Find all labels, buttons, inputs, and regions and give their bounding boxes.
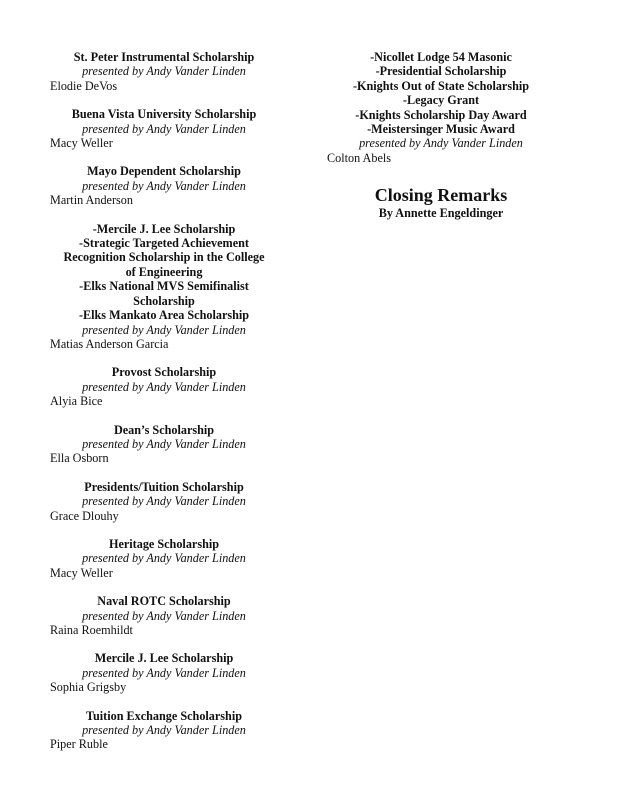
scholarship-entry (50, 709, 290, 752)
scholarship-title: Recognition Scholarship in the College (63, 250, 265, 265)
presenter-line: presented by Andy Vander Linden (82, 494, 246, 509)
presenter-line: presented by Andy Vander Linden (82, 551, 246, 566)
recipient-name: Martin Anderson (50, 193, 133, 208)
scholarship-entry (50, 50, 290, 93)
recipient-name: Macy Weller (50, 136, 113, 151)
scholarship-title: -Strategic Targeted Achievement (79, 236, 249, 251)
recipient-name: Elodie DeVos (50, 78, 118, 93)
scholarship-entry (50, 651, 290, 694)
right-column (327, 50, 567, 221)
recipient-name: Piper Ruble (50, 737, 108, 752)
recipient-name: Alyia Bice (50, 394, 103, 409)
scholarship-title: -Meistersinger Music Award (367, 122, 515, 137)
scholarship-title: -Mercile J. Lee Scholarship (92, 221, 236, 236)
closing-remarks (327, 185, 555, 220)
scholarship-title: Provost Scholarship (111, 365, 217, 380)
recipient-name: Matias Anderson Garcia (50, 336, 169, 351)
presenter-line: presented by Andy Vander Linden (82, 322, 246, 337)
scholarship-entry (50, 222, 290, 352)
recipient-name: Grace Dlouhy (50, 508, 119, 523)
left-column (50, 50, 290, 752)
presenter-line: presented by Andy Vander Linden (82, 379, 246, 394)
scholarship-title: Naval ROTC Scholarship (97, 594, 231, 609)
scholarship-entry (50, 537, 290, 580)
scholarship-entry (50, 480, 290, 523)
scholarship-title: Mayo Dependent Scholarship (87, 164, 241, 179)
scholarship-entry (50, 107, 290, 150)
recipient-name: Macy Weller (50, 565, 113, 580)
scholarship-title: Mercile J. Lee Scholarship (94, 651, 234, 666)
scholarship-title: -Legacy Grant (402, 93, 480, 108)
scholarship-title: Scholarship (133, 293, 195, 308)
presenter-line: presented by Andy Vander Linden (359, 136, 523, 151)
scholarship-entry (50, 423, 290, 466)
scholarship-title: -Knights Scholarship Day Award (355, 107, 527, 122)
scholarship-title: -Presidential Scholarship (375, 64, 507, 79)
scholarship-entry (50, 164, 290, 207)
scholarship-title: -Nicollet Lodge 54 Masonic (370, 50, 512, 64)
scholarship-title: Tuition Exchange Scholarship (85, 708, 242, 723)
presenter-line: presented by Andy Vander Linden (82, 178, 246, 193)
recipient-name: Raina Roemhildt (50, 623, 133, 637)
presenter-line: presented by Andy Vander Linden (82, 121, 246, 136)
scholarship-title: -Knights Out of State Scholarship (352, 78, 530, 93)
presenter-line: presented by Andy Vander Linden (82, 723, 246, 738)
scholarship-title: -Elks Mankato Area Scholarship (78, 308, 250, 323)
scholarship-title: Dean’s Scholarship (113, 422, 215, 437)
presenter-line: presented by Andy Vander Linden (82, 436, 246, 451)
recipient-name: Sophia Grigsby (50, 680, 127, 695)
scholarship-title: St. Peter Instrumental Scholarship (73, 50, 255, 64)
closing-remarks-speaker: By Annette Engeldinger (378, 206, 504, 221)
presenter-line: presented by Andy Vander Linden (82, 608, 246, 623)
scholarship-entry (50, 365, 290, 408)
scholarship-title: Heritage Scholarship (108, 536, 220, 551)
closing-remarks-title: Closing Remarks (374, 185, 508, 206)
recipient-name: Colton Abels (327, 150, 391, 165)
scholarship-entry (327, 50, 567, 165)
scholarship-entry (50, 594, 290, 637)
scholarship-title: Buena Vista University Scholarship (71, 107, 257, 122)
presenter-line: presented by Andy Vander Linden (82, 665, 246, 680)
scholarship-title: -Elks National MVS Semifinalist (79, 279, 249, 294)
scholarship-title: Presidents/Tuition Scholarship (84, 479, 244, 494)
scholarship-title: of Engineering (125, 264, 203, 279)
recipient-name: Ella Osborn (50, 451, 109, 466)
presenter-line: presented by Andy Vander Linden (82, 64, 246, 79)
